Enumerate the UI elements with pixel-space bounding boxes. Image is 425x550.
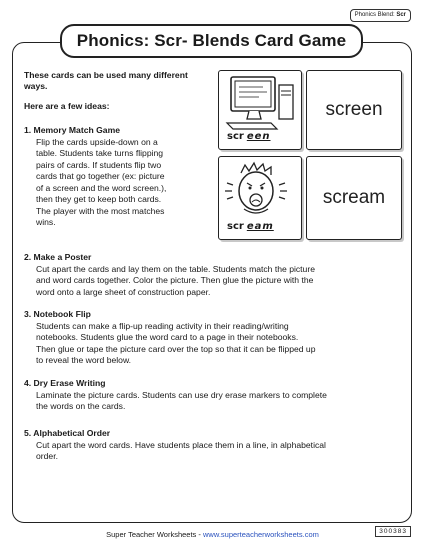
word-card-screen <box>306 70 402 150</box>
idea-memory-match <box>24 125 209 229</box>
worksheet-code: 300383 <box>375 526 411 537</box>
tag-prefix: Phonics Blend: <box>354 12 395 18</box>
picture-card-label: scr een <box>227 131 271 142</box>
footer <box>0 530 425 539</box>
idea-line: Then glue or tape the picture card over the top so that it can be flipped up <box>36 343 316 354</box>
idea-line: the words on the cards. <box>36 401 126 411</box>
idea-heading: 2. Make a Poster <box>24 252 92 262</box>
idea-line: order. <box>36 451 58 461</box>
idea-line: Flip the cards upside-down on a <box>36 136 158 147</box>
picture-card-screen <box>218 70 302 150</box>
screaming-boy-icon <box>219 157 303 223</box>
idea-line: wins. <box>36 217 56 227</box>
idea-line: notebooks. Students glue the word card to a page in their notebooks. <box>36 332 299 342</box>
idea-line: and word cards together. Color the picture. Then glue the picture with the <box>36 275 314 285</box>
idea-alphabetical-order <box>24 428 326 463</box>
idea-line: Students can make a flip-up reading activity in their reading/writing <box>36 320 289 331</box>
idea-heading: 4. Dry Erase Writing <box>24 378 106 388</box>
idea-line: to reveal the word below. <box>36 355 132 365</box>
word-card-text: screen <box>325 99 383 120</box>
idea-make-poster <box>24 252 315 298</box>
computer-screen-icon <box>219 71 303 135</box>
idea-dry-erase <box>24 378 327 413</box>
footer-link[interactable]: www.superteacherworksheets.com <box>202 530 319 539</box>
picture-card-label: scr eam <box>227 221 274 232</box>
idea-line: Cut apart the word cards. Have students place them in a line, in alphabetical <box>36 439 326 450</box>
footer-text: Super Teacher Worksheets - <box>106 530 203 539</box>
idea-line: then they get to keep both cards. <box>36 194 162 204</box>
intro-text: These cards can be used many different ways. <box>24 70 188 91</box>
idea-line: cards that go together (ex: picture <box>36 171 165 181</box>
tag-value: Scr <box>396 12 406 18</box>
idea-line: of a screen and the word screen.), <box>36 182 167 193</box>
idea-line: Cut apart the cards and lay them on the table. Students match the picture <box>36 263 315 274</box>
page-title: Phonics: Scr- Blends Card Game <box>60 24 363 58</box>
idea-line: The player with the most matches <box>36 205 165 216</box>
idea-heading: 3. Notebook Flip <box>24 309 91 319</box>
idea-heading: 5. Alphabetical Order <box>24 428 111 438</box>
word-card-text: scream <box>322 187 386 208</box>
idea-line: table. Students take turns flipping <box>36 148 164 158</box>
idea-notebook-flip <box>24 309 315 367</box>
phonics-blend-tag <box>350 9 411 22</box>
word-card-scream <box>306 156 402 240</box>
idea-line: word onto a large sheet of construction paper. <box>36 286 211 297</box>
idea-line: pairs of cards. If students flip two <box>36 159 162 170</box>
picture-card-scream <box>218 156 302 240</box>
idea-heading: 1. Memory Match Game <box>24 125 120 135</box>
idea-line: Laminate the picture cards. Students can use dry erase markers to complete <box>36 389 327 400</box>
ideas-heading: Here are a few ideas: <box>24 101 110 111</box>
